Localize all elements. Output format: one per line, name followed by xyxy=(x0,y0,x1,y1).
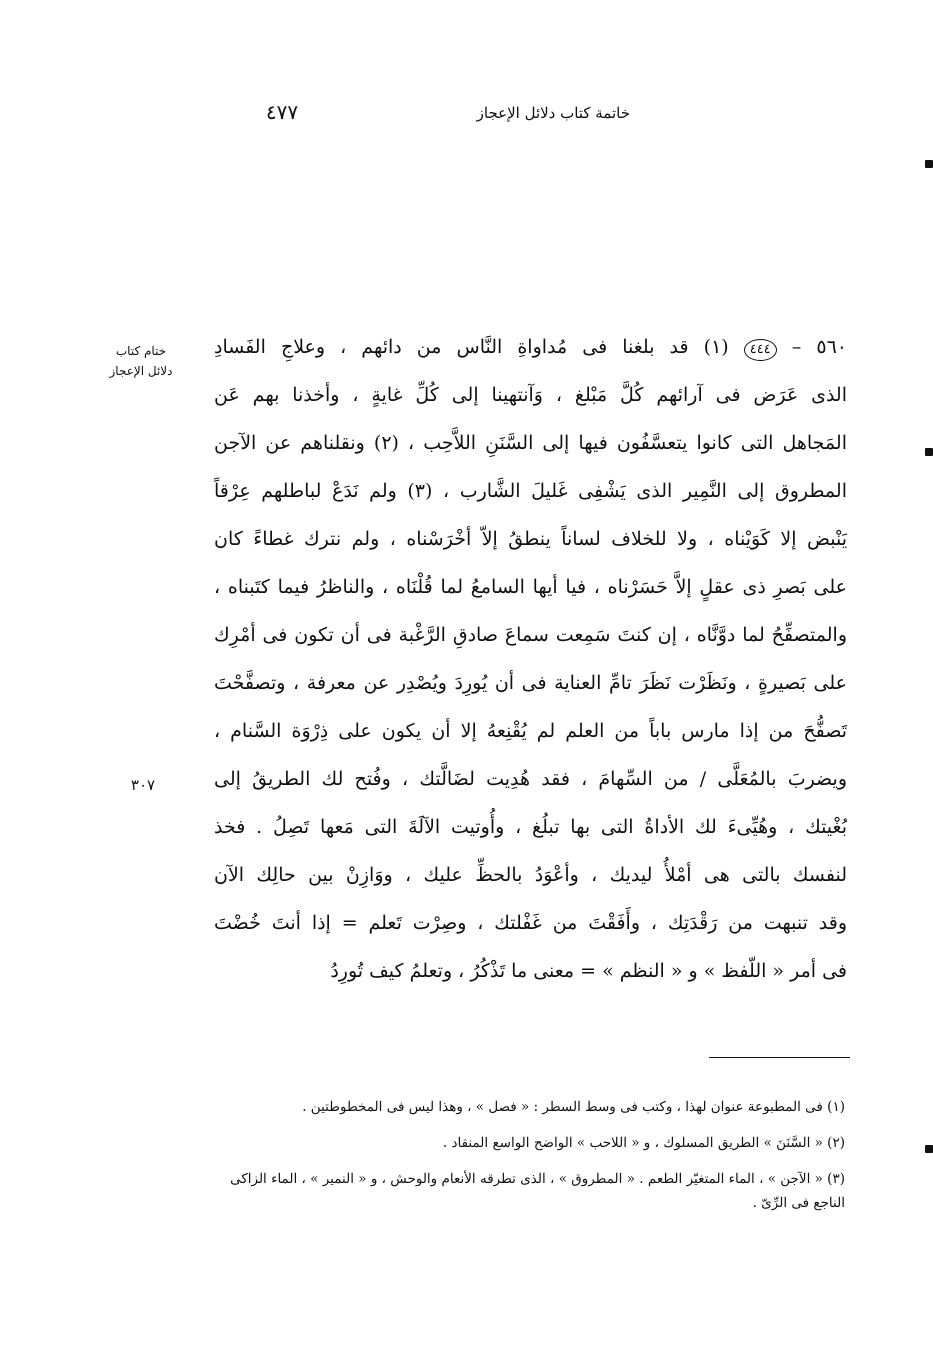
footnote: (٢) « السَّنَنَ » الطريق المسلوك ، و « اللاحب » الواضح الواسع المنقاد . xyxy=(442,1135,845,1151)
text-line: ويضربَ بالمُعَلَّى / من السِّهامَ ، فقد هُدِيت لضَالَّتك ، وفُتح لك الطريقُ إلى xyxy=(214,768,847,790)
text-line: والمتصفِّحُ لما دوَّنَّاه ، إن كنتَ سَمِعت سماعَ صادقِ الرَّغْبة فى أن تكون فى أمْرِك xyxy=(214,624,847,646)
footnotes xyxy=(225,1095,845,1227)
margin-note-line: دلائل الإعجاز xyxy=(109,364,173,378)
text-line: على بَصيرةٍ ، ونَظَرْت نَظَرَ تامِّ العناية فى أن يُورِدَ ويُصْدِر عن معرفة ، وتصفَّحْتَ xyxy=(214,672,847,694)
circled-number: ٤٤٤ xyxy=(744,339,777,361)
margin-reference-number: ٣٠٧ xyxy=(130,776,156,794)
page-edge-mark xyxy=(925,1145,933,1153)
footnote: (١) فى المطبوعة عنوان لهذا ، وكتب فى وسط السطر : « فصل » ، وهذا ليس فى المخطوطتين . xyxy=(302,1099,845,1115)
footnote-separator xyxy=(709,1057,850,1058)
text-line: لنفسك بالتى هى أمْلأُ ليديك ، وأعْوَدُ بالحظِّ عليك ، ووَازِنْ بين حالِك الآن xyxy=(214,864,847,886)
main-text xyxy=(214,323,847,995)
text-line: فى أمر « اللّفظ » و « النظم » = معنى ما تَذْكُرُ ، وتعلمُ كيف تُورِدُ xyxy=(330,960,847,982)
margin-note xyxy=(96,341,186,381)
page-number: ٤٧٧ xyxy=(265,100,299,124)
text-line: على بَصرِ ذى عقلٍ إلاَّ حَسَرْناه ، فيا أيها السامعُ لما قُلْنَاه ، والناظرُ فيما كتَبناه ، xyxy=(214,576,847,598)
text-line: الذى عَرَض فى آرائهم كُلَّ مَبْلغ ، وَآنتهينا إلى كُلِّ غايةٍ ، وأخذنا بهم عَن xyxy=(214,384,847,406)
text-line: تَصفُّحَ من إذا مارس باباً من العلم لم يُقْنِعهُ إلا أن يكون على ذِرْوَة السَّنام ، xyxy=(214,720,847,742)
footnote: (٣) « الآجن » ، الماء المتغيّر الطعم . « المطروق » ، الذى تطرقه الأنعام والوحش ، و « النمير » ، الماء الزاكى الناجع فى الرِّىّ . xyxy=(230,1171,845,1211)
running-title: خاتمة كتاب دلائل الإعجاز xyxy=(476,104,630,122)
text-line: المطروق إلى النَّمِير الذى يَشْفِى غَليلَ الشَّارب ، (٣) ولم نَدَعْ لباطلهم عِرْقاً xyxy=(214,480,847,502)
text-line: وقد تنبهت من رَقْدَتِك ، وأَفَقْتَ من غَفْلتك ، وصِرْت تَعلم = إذا أنتَ خُضْتَ xyxy=(214,912,847,934)
text-line xyxy=(214,323,847,371)
paragraph-number: ٥٦٠ – xyxy=(791,336,847,358)
page-edge-mark xyxy=(925,160,933,168)
text-line: يَنْبض إلا كَوَيْناه ، ولا للخلاف لساناً ينطقُ إلاّ أخْرَسْناه ، ولم نترك غطاءً كان xyxy=(214,528,847,550)
text-line: بُغْيتك ، وهُيِّىءَ لك الأداةُ التى بها تبلُغ ، وأُوتيت الآلَةَ التى مَعها تَصِلُ . فخذ xyxy=(214,816,847,838)
margin-note-line: ختام كتاب xyxy=(115,344,167,358)
page-edge-mark xyxy=(925,448,933,456)
text-line: المَجاهل التى كانوا يتعسَّفُون فيها إلى السَّنَنِ اللاَّحِب ، (٢) ونقلناهم عن الآجن xyxy=(214,432,847,454)
text-line-content: (١) قد بلغنا فى مُداواةِ النَّاس من دائهم ، وعلاجِ الفَسادِ xyxy=(214,336,729,358)
